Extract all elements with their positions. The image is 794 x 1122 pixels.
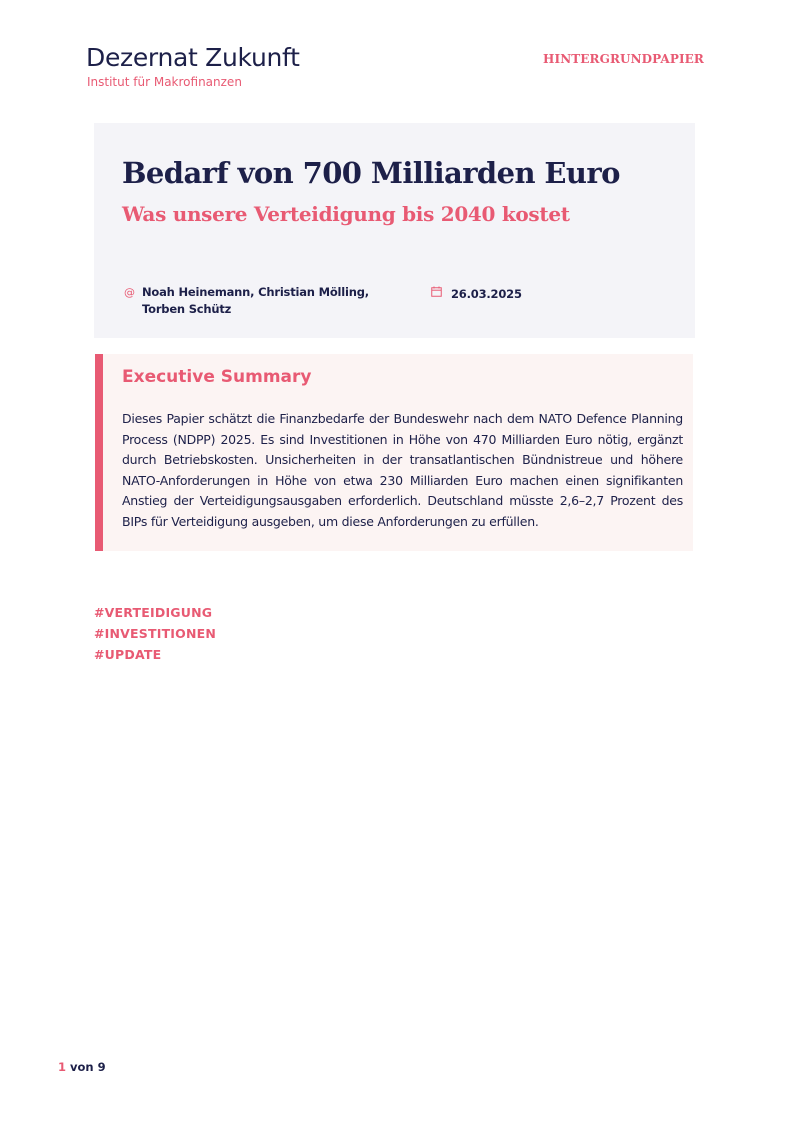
executive-summary <box>95 354 693 551</box>
page-title: Bedarf von 700 Milliarden Euro <box>122 156 620 190</box>
title-block <box>94 123 695 338</box>
summary-heading: Executive Summary <box>122 367 312 387</box>
tag-item[interactable]: #UPDATE <box>94 647 162 662</box>
logo-title: Dezernat Zukunft <box>86 43 300 72</box>
summary-text: Dieses Papier schätzt die Finanzbedarfe der Bundeswehr nach dem NATO Defence Planning Process (NDPP) 2025. Es sind Investitionen in Höhe von 470 Milliarden Euro nötig, ergänzt durch Betriebskosten. Unsicherheiten in der transatlantischen Bündnistreue und höhere NATO-Anforderungen in Höhe von etwa 230 Milliarden Euro machen einen signifikanten Anstieg der Verteidigungsausgaben erforderlich. Deutschland müsste 2,6–2,7 Prozent des BIPs für Verteidigung ausgeben, um diese Anforderungen zu erfüllen. <box>122 411 683 529</box>
authors: Noah Heinemann, Christian Mölling, Torben Schütz <box>142 285 369 316</box>
calendar-icon <box>431 286 442 297</box>
logo-subtitle: Institut für Makrofinanzen <box>87 75 242 89</box>
page-subtitle: Was unsere Verteidigung bis 2040 kostet <box>122 202 570 226</box>
tag-item[interactable]: #VERTEIDIGUNG <box>94 605 213 620</box>
document-type-label: HINTERGRUNDPAPIER <box>543 52 704 66</box>
summary-accent-bar <box>95 354 103 551</box>
tag-list <box>94 602 216 665</box>
at-icon: @ <box>124 286 135 299</box>
page-number <box>58 1059 106 1075</box>
publication-date: 26.03.2025 <box>451 287 522 301</box>
page-total: von 9 <box>70 1060 106 1074</box>
current-page: 1 <box>58 1060 67 1074</box>
tag-item[interactable]: #INVESTITIONEN <box>94 626 217 641</box>
